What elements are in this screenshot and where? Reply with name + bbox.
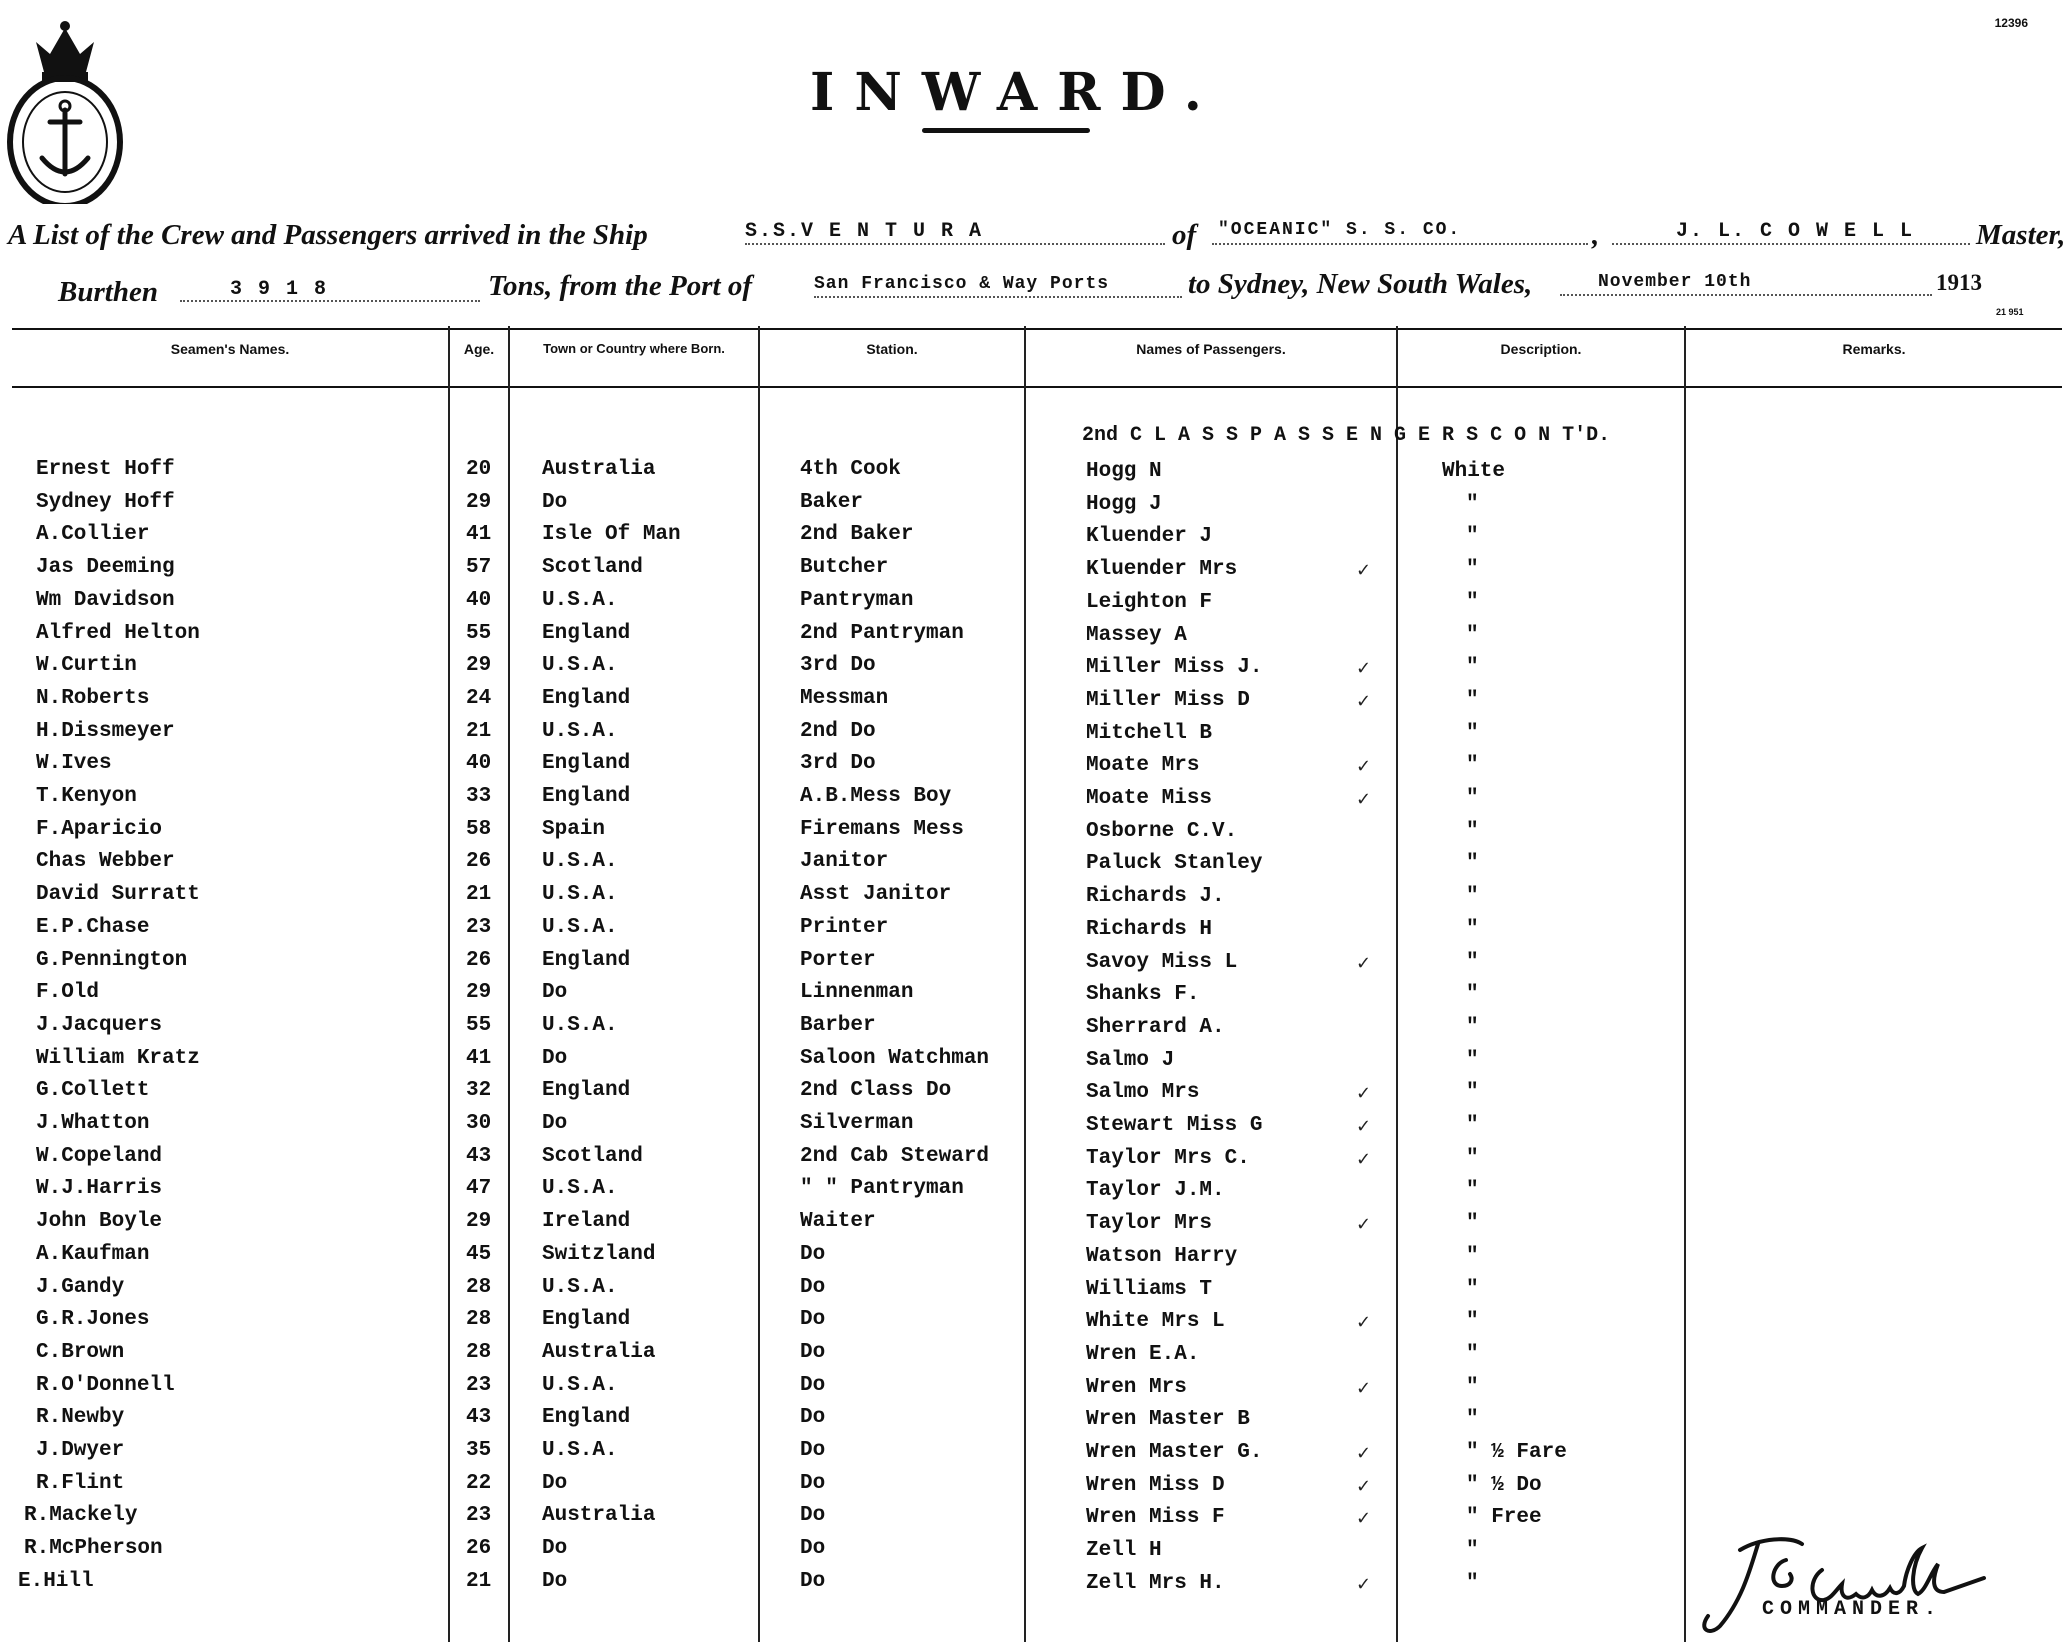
check-mark: ✓ bbox=[1356, 1476, 1372, 1497]
header-list-label: A List of the Crew and Passengers arrived in the Ship bbox=[8, 219, 648, 251]
seaman-station: Do bbox=[800, 1472, 826, 1495]
check-mark: ✓ bbox=[1356, 1149, 1372, 1170]
seaman-age: 21 bbox=[466, 883, 492, 906]
seaman-age: 29 bbox=[466, 1210, 492, 1233]
seaman-age: 28 bbox=[466, 1276, 492, 1299]
passenger-description: " bbox=[1466, 787, 1479, 810]
passenger-name: Miller Miss J. bbox=[1086, 656, 1263, 679]
passenger-name: Wren Master G. bbox=[1086, 1441, 1263, 1464]
seaman-birthplace: Do bbox=[542, 1112, 568, 1135]
seaman-station: Firemans Mess bbox=[800, 818, 964, 841]
form-code: 21 951 bbox=[1996, 307, 2024, 317]
of-label: of bbox=[1172, 219, 1197, 251]
seaman-name: J.Gandy bbox=[36, 1276, 125, 1299]
seaman-birthplace: Switzland bbox=[542, 1243, 656, 1266]
column-divider bbox=[508, 326, 510, 1642]
column-divider bbox=[758, 326, 760, 1642]
passenger-description: " bbox=[1466, 624, 1479, 647]
passenger-description: " bbox=[1466, 1081, 1479, 1104]
passenger-name: Hogg J bbox=[1086, 493, 1162, 516]
seaman-age: 26 bbox=[466, 949, 492, 972]
seaman-station: 2nd Do bbox=[800, 720, 876, 743]
table-top-rule bbox=[12, 328, 2062, 330]
passenger-name: Taylor Mrs C. bbox=[1086, 1147, 1250, 1170]
seaman-name: R.Flint bbox=[36, 1472, 125, 1495]
seaman-name: William Kratz bbox=[36, 1047, 200, 1070]
master-dotted-line bbox=[1612, 243, 1970, 245]
passenger-description: " Free bbox=[1466, 1506, 1542, 1529]
seaman-station: Baker bbox=[800, 491, 864, 514]
check-mark: ✓ bbox=[1356, 691, 1372, 712]
seaman-name: John Boyle bbox=[36, 1210, 163, 1233]
seaman-age: 20 bbox=[466, 458, 492, 481]
passenger-description: " bbox=[1466, 722, 1479, 745]
seaman-station: 3rd Do bbox=[800, 752, 876, 775]
seaman-birthplace: U.S.A. bbox=[542, 720, 618, 743]
seaman-station: Butcher bbox=[800, 556, 889, 579]
seaman-name: A.Collier bbox=[36, 523, 150, 546]
seaman-age: 41 bbox=[466, 523, 492, 546]
passenger-name: Miller Miss D bbox=[1086, 689, 1250, 712]
seaman-station: Janitor bbox=[800, 850, 889, 873]
passenger-description: " ½ Do bbox=[1466, 1474, 1542, 1497]
burthen-tons: 3 9 1 8 bbox=[230, 278, 329, 301]
seaman-birthplace: U.S.A. bbox=[542, 850, 618, 873]
seaman-birthplace: Isle Of Man bbox=[542, 523, 681, 546]
comma-separator: , bbox=[1592, 219, 1600, 251]
seaman-name: Ernest Hoff bbox=[36, 458, 175, 481]
passenger-description: " bbox=[1466, 1016, 1479, 1039]
seaman-birthplace: U.S.A. bbox=[542, 883, 618, 906]
seaman-birthplace: U.S.A. bbox=[542, 654, 618, 677]
seaman-station: Saloon Watchman bbox=[800, 1047, 990, 1070]
seaman-station: Do bbox=[800, 1308, 826, 1331]
seaman-name: H.Dissmeyer bbox=[36, 720, 175, 743]
passenger-name: Kluender Mrs bbox=[1086, 558, 1238, 581]
seaman-age: 55 bbox=[466, 622, 492, 645]
passenger-description: " bbox=[1466, 1539, 1479, 1562]
passenger-description: " bbox=[1466, 918, 1479, 941]
seaman-station: Do bbox=[800, 1341, 826, 1364]
check-mark: ✓ bbox=[1356, 658, 1372, 679]
check-mark: ✓ bbox=[1356, 560, 1372, 581]
seaman-birthplace: Do bbox=[542, 1047, 568, 1070]
passenger-description: " bbox=[1466, 1408, 1479, 1431]
passenger-name: Wren Miss F bbox=[1086, 1506, 1225, 1529]
passenger-name: Sherrard A. bbox=[1086, 1016, 1225, 1039]
passenger-description: " bbox=[1466, 1179, 1479, 1202]
passenger-description: " bbox=[1466, 885, 1479, 908]
seaman-birthplace: U.S.A. bbox=[542, 1374, 618, 1397]
tons-from-port-label: Tons, from the Port of bbox=[488, 270, 752, 302]
seaman-station: Do bbox=[800, 1243, 826, 1266]
seaman-age: 57 bbox=[466, 556, 492, 579]
seaman-age: 58 bbox=[466, 818, 492, 841]
check-mark: ✓ bbox=[1356, 1574, 1372, 1595]
seaman-age: 24 bbox=[466, 687, 492, 710]
seaman-age: 21 bbox=[466, 720, 492, 743]
ship-name: S.S.V E N T U R A bbox=[745, 220, 984, 243]
seaman-station: Waiter bbox=[800, 1210, 876, 1233]
seaman-birthplace: Australia bbox=[542, 458, 656, 481]
master-label: Master, bbox=[1976, 219, 2066, 251]
passenger-name: Salmo J bbox=[1086, 1049, 1175, 1072]
seaman-station: Porter bbox=[800, 949, 876, 972]
passenger-name: Moate Mrs bbox=[1086, 754, 1200, 777]
passenger-description: " bbox=[1466, 1212, 1479, 1235]
passenger-description: " bbox=[1466, 493, 1479, 516]
seaman-age: 26 bbox=[466, 1537, 492, 1560]
seaman-station: Do bbox=[800, 1439, 826, 1462]
seaman-station: Asst Janitor bbox=[800, 883, 952, 906]
seaman-name: F.Old bbox=[36, 981, 100, 1004]
table-header-rule bbox=[12, 386, 2062, 388]
seaman-age: 29 bbox=[466, 654, 492, 677]
seaman-name: E.Hill bbox=[18, 1570, 94, 1593]
seaman-age: 28 bbox=[466, 1308, 492, 1331]
check-mark: ✓ bbox=[1356, 1378, 1372, 1399]
check-mark: ✓ bbox=[1356, 789, 1372, 810]
passenger-name: Wren Miss D bbox=[1086, 1474, 1225, 1497]
seaman-name: G.Collett bbox=[36, 1079, 150, 1102]
seaman-name: T.Kenyon bbox=[36, 785, 137, 808]
seaman-birthplace: U.S.A. bbox=[542, 1276, 618, 1299]
seaman-age: 21 bbox=[466, 1570, 492, 1593]
passenger-name: Taylor J.M. bbox=[1086, 1179, 1225, 1202]
seaman-birthplace: Australia bbox=[542, 1341, 656, 1364]
column-divider bbox=[1684, 326, 1686, 1642]
seaman-name: R.Newby bbox=[36, 1406, 125, 1429]
passenger-name: Watson Harry bbox=[1086, 1245, 1238, 1268]
seaman-station: Silverman bbox=[800, 1112, 914, 1135]
passenger-description: " bbox=[1466, 689, 1479, 712]
seaman-station: 3rd Do bbox=[800, 654, 876, 677]
seaman-age: 35 bbox=[466, 1439, 492, 1462]
column-divider bbox=[1024, 326, 1026, 1642]
seaman-age: 23 bbox=[466, 1374, 492, 1397]
check-mark: ✓ bbox=[1356, 756, 1372, 777]
seaman-station: Do bbox=[800, 1504, 826, 1527]
passenger-name: Richards J. bbox=[1086, 885, 1225, 908]
seaman-station: 2nd Class Do bbox=[800, 1079, 952, 1102]
column-header-birthplace: Town or Country where Born. bbox=[543, 341, 725, 356]
check-mark: ✓ bbox=[1356, 1508, 1372, 1529]
title-underline bbox=[922, 128, 1090, 133]
passenger-description: " bbox=[1466, 1343, 1479, 1366]
passenger-description: " bbox=[1466, 852, 1479, 875]
seaman-name: Sydney Hoff bbox=[36, 491, 175, 514]
seaman-name: W.J.Harris bbox=[36, 1177, 163, 1200]
seaman-age: 23 bbox=[466, 1504, 492, 1527]
passenger-name: Hogg N bbox=[1086, 460, 1162, 483]
passenger-name: Shanks F. bbox=[1086, 983, 1200, 1006]
seaman-birthplace: England bbox=[542, 622, 631, 645]
column-header-remarks: Remarks. bbox=[1842, 341, 1906, 357]
column-header-station: Station. bbox=[866, 341, 918, 357]
seaman-birthplace: Do bbox=[542, 1472, 568, 1495]
passenger-description: " bbox=[1466, 983, 1479, 1006]
seaman-name: A.Kaufman bbox=[36, 1243, 150, 1266]
seaman-age: 33 bbox=[466, 785, 492, 808]
seaman-name: N.Roberts bbox=[36, 687, 150, 710]
seaman-name: R.Mackely bbox=[24, 1504, 138, 1527]
seaman-birthplace: Scotland bbox=[542, 1145, 643, 1168]
destination-label: to Sydney, New South Wales, bbox=[1188, 268, 1533, 300]
seaman-name: David Surratt bbox=[36, 883, 200, 906]
passenger-description: " bbox=[1466, 1049, 1479, 1072]
seaman-station: Do bbox=[800, 1406, 826, 1429]
passenger-name: Osborne C.V. bbox=[1086, 820, 1238, 843]
seaman-birthplace: England bbox=[542, 1406, 631, 1429]
passenger-name: Massey A bbox=[1086, 624, 1187, 647]
column-divider bbox=[1396, 326, 1398, 1642]
passenger-description: " bbox=[1466, 525, 1479, 548]
seaman-name: Chas Webber bbox=[36, 850, 175, 873]
passenger-name: Savoy Miss L bbox=[1086, 951, 1238, 974]
seaman-name: R.O'Donnell bbox=[36, 1374, 175, 1397]
ship-dotted-line bbox=[745, 243, 1165, 245]
seaman-name: F.Aparicio bbox=[36, 818, 163, 841]
arrival-year: 1913 bbox=[1936, 270, 1982, 295]
passenger-description: " bbox=[1466, 1572, 1479, 1595]
seaman-birthplace: U.S.A. bbox=[542, 1177, 618, 1200]
seaman-name: Jas Deeming bbox=[36, 556, 175, 579]
seaman-name: J.Whatton bbox=[36, 1112, 150, 1135]
seaman-station: 2nd Pantryman bbox=[800, 622, 964, 645]
seaman-name: G.R.Jones bbox=[36, 1308, 150, 1331]
page-title: INWARD. bbox=[810, 62, 1222, 123]
seaman-name: E.P.Chase bbox=[36, 916, 150, 939]
check-mark: ✓ bbox=[1356, 1214, 1372, 1235]
commander-signature bbox=[1690, 1530, 1990, 1640]
seaman-birthplace: Do bbox=[542, 1537, 568, 1560]
passenger-description: " ½ Fare bbox=[1466, 1441, 1567, 1464]
burthen-label: Burthen bbox=[58, 276, 158, 308]
seaman-station: Pantryman bbox=[800, 589, 914, 612]
document-number: 12396 bbox=[1994, 16, 2028, 30]
seaman-age: 47 bbox=[466, 1177, 492, 1200]
passenger-name: Zell H bbox=[1086, 1539, 1162, 1562]
seaman-station: 2nd Cab Steward bbox=[800, 1145, 990, 1168]
seaman-name: G.Pennington bbox=[36, 949, 188, 972]
date-dotted-line bbox=[1560, 294, 1932, 296]
passenger-description: " bbox=[1466, 656, 1479, 679]
seaman-name: J.Jacquers bbox=[36, 1014, 163, 1037]
seaman-age: 28 bbox=[466, 1341, 492, 1364]
passenger-name: Stewart Miss G bbox=[1086, 1114, 1263, 1137]
passenger-description: " bbox=[1466, 1245, 1479, 1268]
seaman-age: 22 bbox=[466, 1472, 492, 1495]
seaman-age: 43 bbox=[466, 1145, 492, 1168]
seaman-birthplace: England bbox=[542, 785, 631, 808]
passenger-name: White Mrs L bbox=[1086, 1310, 1225, 1333]
check-mark: ✓ bbox=[1356, 1312, 1372, 1333]
column-header-seamen: Seamen's Names. bbox=[170, 341, 290, 357]
port-dotted-line bbox=[814, 296, 1182, 298]
seaman-age: 30 bbox=[466, 1112, 492, 1135]
seaman-birthplace: Do bbox=[542, 1570, 568, 1593]
passenger-description: " bbox=[1466, 820, 1479, 843]
seaman-birthplace: U.S.A. bbox=[542, 1014, 618, 1037]
master-name: J. L. C O W E L L bbox=[1676, 220, 1915, 243]
seaman-name: W.Ives bbox=[36, 752, 112, 775]
seaman-age: 32 bbox=[466, 1079, 492, 1102]
passenger-name: Taylor Mrs bbox=[1086, 1212, 1213, 1235]
seaman-age: 45 bbox=[466, 1243, 492, 1266]
column-header-passengers: Names of Passengers. bbox=[1136, 341, 1286, 357]
seaman-birthplace: England bbox=[542, 752, 631, 775]
seaman-station: " " Pantryman bbox=[800, 1177, 964, 1200]
passenger-description: White bbox=[1442, 460, 1506, 483]
seaman-birthplace: U.S.A. bbox=[542, 916, 618, 939]
seaman-age: 40 bbox=[466, 752, 492, 775]
passenger-name: Leighton F bbox=[1086, 591, 1213, 614]
passenger-name: Mitchell B bbox=[1086, 722, 1213, 745]
passenger-description: " bbox=[1466, 558, 1479, 581]
passenger-name: Wren E.A. bbox=[1086, 1343, 1200, 1366]
seaman-birthplace: England bbox=[542, 687, 631, 710]
seaman-name: W.Copeland bbox=[36, 1145, 163, 1168]
departure-port: San Francisco & Way Ports bbox=[814, 274, 1110, 294]
check-mark: ✓ bbox=[1356, 1443, 1372, 1464]
column-header-description: Description. bbox=[1500, 341, 1582, 357]
passenger-description: " bbox=[1466, 591, 1479, 614]
seaman-age: 41 bbox=[466, 1047, 492, 1070]
seaman-birthplace: U.S.A. bbox=[542, 589, 618, 612]
seaman-name: C.Brown bbox=[36, 1341, 125, 1364]
seaman-name: J.Dwyer bbox=[36, 1439, 125, 1462]
passenger-description: " bbox=[1466, 1114, 1479, 1137]
seaman-station: 2nd Baker bbox=[800, 523, 914, 546]
passenger-name: Salmo Mrs bbox=[1086, 1081, 1200, 1104]
seaman-station: Do bbox=[800, 1374, 826, 1397]
ship-owner: "OCEANIC" S. S. CO. bbox=[1218, 220, 1462, 240]
passenger-name: Williams T bbox=[1086, 1278, 1213, 1301]
column-divider bbox=[448, 326, 450, 1642]
seaman-age: 23 bbox=[466, 916, 492, 939]
seaman-station: Printer bbox=[800, 916, 889, 939]
seaman-station: A.B.Mess Boy bbox=[800, 785, 952, 808]
arrival-date: November 10th bbox=[1598, 272, 1752, 292]
passenger-name: Zell Mrs H. bbox=[1086, 1572, 1225, 1595]
seaman-name: Alfred Helton bbox=[36, 622, 200, 645]
passenger-description: " bbox=[1466, 754, 1479, 777]
passenger-name: Paluck Stanley bbox=[1086, 852, 1263, 875]
seaman-station: 4th Cook bbox=[800, 458, 901, 481]
owner-dotted-line bbox=[1212, 243, 1588, 245]
seaman-age: 26 bbox=[466, 850, 492, 873]
seaman-station: Do bbox=[800, 1276, 826, 1299]
seaman-birthplace: Scotland bbox=[542, 556, 643, 579]
shipping-masters-seal bbox=[6, 14, 124, 204]
seaman-age: 29 bbox=[466, 491, 492, 514]
seaman-birthplace: U.S.A. bbox=[542, 1439, 618, 1462]
seaman-station: Linnenman bbox=[800, 981, 914, 1004]
passenger-name: Moate Miss bbox=[1086, 787, 1213, 810]
seaman-age: 29 bbox=[466, 981, 492, 1004]
passenger-description: " bbox=[1466, 1376, 1479, 1399]
seaman-station: Messman bbox=[800, 687, 889, 710]
seaman-station: Do bbox=[800, 1570, 826, 1593]
seaman-birthplace: Australia bbox=[542, 1504, 656, 1527]
passenger-name: Wren Master B bbox=[1086, 1408, 1250, 1431]
seaman-age: 43 bbox=[466, 1406, 492, 1429]
passenger-description: " bbox=[1466, 1147, 1479, 1170]
check-mark: ✓ bbox=[1356, 1083, 1372, 1104]
tons-dotted-line bbox=[180, 300, 480, 302]
passenger-name: Wren Mrs bbox=[1086, 1376, 1187, 1399]
seaman-birthplace: England bbox=[542, 949, 631, 972]
passenger-description: " bbox=[1466, 1310, 1479, 1333]
passengers-section-heading: 2nd C L A S S P A S S E N G E R S C O N T'D. bbox=[1082, 424, 1611, 447]
column-header-age: Age. bbox=[463, 341, 495, 357]
check-mark: ✓ bbox=[1356, 1116, 1372, 1137]
seaman-age: 40 bbox=[466, 589, 492, 612]
seaman-birthplace: Ireland bbox=[542, 1210, 631, 1233]
check-mark: ✓ bbox=[1356, 953, 1372, 974]
passenger-description: " bbox=[1466, 951, 1479, 974]
seaman-birthplace: Do bbox=[542, 491, 568, 514]
passenger-name: Kluender J bbox=[1086, 525, 1213, 548]
seaman-name: R.McPherson bbox=[24, 1537, 163, 1560]
seaman-age: 55 bbox=[466, 1014, 492, 1037]
seaman-name: W.Curtin bbox=[36, 654, 137, 677]
seaman-birthplace: Do bbox=[542, 981, 568, 1004]
passenger-name: Richards H bbox=[1086, 918, 1213, 941]
commander-title: COMMANDER. bbox=[1762, 1598, 1943, 1621]
seaman-birthplace: England bbox=[542, 1308, 631, 1331]
passenger-description: " bbox=[1466, 1278, 1479, 1301]
seaman-birthplace: England bbox=[542, 1079, 631, 1102]
seaman-station: Do bbox=[800, 1537, 826, 1560]
seaman-name: Wm Davidson bbox=[36, 589, 175, 612]
seaman-station: Barber bbox=[800, 1014, 876, 1037]
seaman-birthplace: Spain bbox=[542, 818, 606, 841]
